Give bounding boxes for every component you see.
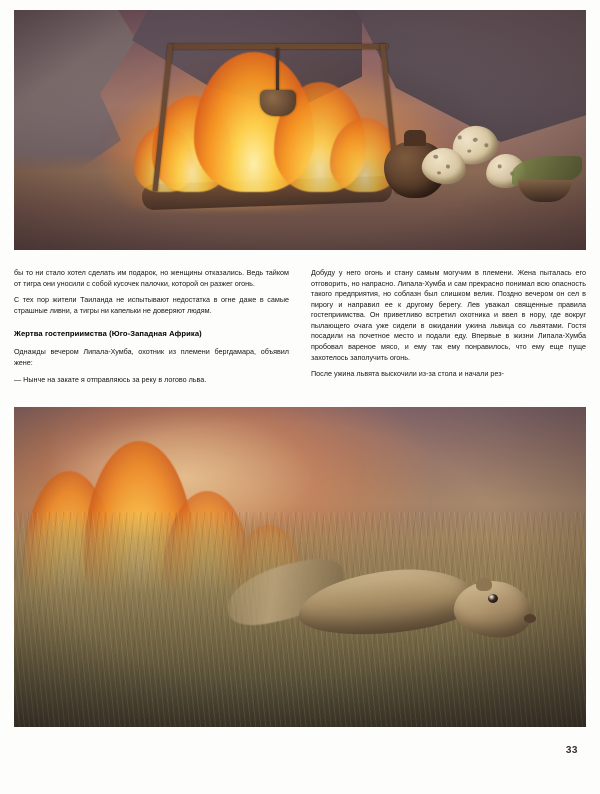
hanging-pot <box>260 90 296 116</box>
egg-speckle <box>446 164 451 169</box>
left-column <box>14 268 289 391</box>
top-illustration <box>14 10 586 250</box>
egg-speckle <box>472 137 478 142</box>
paragraph: Добуду у него огонь и стану самым могучим в племени. Жена пыталась его отговорить, но напрасно. Липала-Хумба и сам прекрасно понимал всю опасность такого предприятия, но соблазн был слишком велик. Поздно вечером он сел в пирогу и направил ее к другому берегу. Лев уважал священные правила гостеприимства. Он приветливо встретил охотника и ввел в нору, где вокруг пылающего очага уже сидели в ожидании ужина львица со львятами. Гостя посадили на почетное место и подали еду. Впервые в жизни Липала-Хумба пробовал вареное мясо, и ему так ему понравилось, что ему еще пуще захотелось заполучить огонь. <box>311 268 586 362</box>
frame-crossbar <box>170 44 388 49</box>
paragraph: Однажды вечером Липала-Хумба, охотник из племени бергдамара, объявил жене: <box>14 347 289 368</box>
ground-squirrel <box>298 529 538 639</box>
paragraph: бы то ни стало хотел сделать им подарок, но женщины отказались. Ведь тайком от тигра они уносили с собой кусочек палочки, которой он разжег огонь. <box>14 268 289 288</box>
squirrel-nose <box>524 614 536 623</box>
wooden-tripod-frame <box>164 38 394 188</box>
paragraph: После ужина львята выскочили из-за стола и начали рез- <box>311 369 504 379</box>
body-text <box>14 268 586 391</box>
egg-speckle <box>467 149 472 153</box>
right-column <box>311 268 586 391</box>
hanging-cord <box>276 48 279 94</box>
paragraph: С тех пор жители Таиланда не испытывают недостатка в огне даже в самые страшные ливни, а тигры ни капельки не доверяют людям. <box>14 295 289 315</box>
paragraph: — Нынче на закате я отправляюсь за реку в логово льва. <box>14 374 207 384</box>
egg-speckle <box>433 154 439 159</box>
egg-speckle <box>498 164 502 168</box>
egg-speckle <box>484 143 489 148</box>
squirrel-ear <box>476 578 492 591</box>
bottom-illustration <box>14 407 586 727</box>
section-heading: Жертва гостеприимства (Юго-Западная Африка) <box>14 329 202 339</box>
page-number: 33 <box>565 745 578 756</box>
egg-speckle <box>457 135 462 140</box>
egg-speckle <box>437 171 441 175</box>
